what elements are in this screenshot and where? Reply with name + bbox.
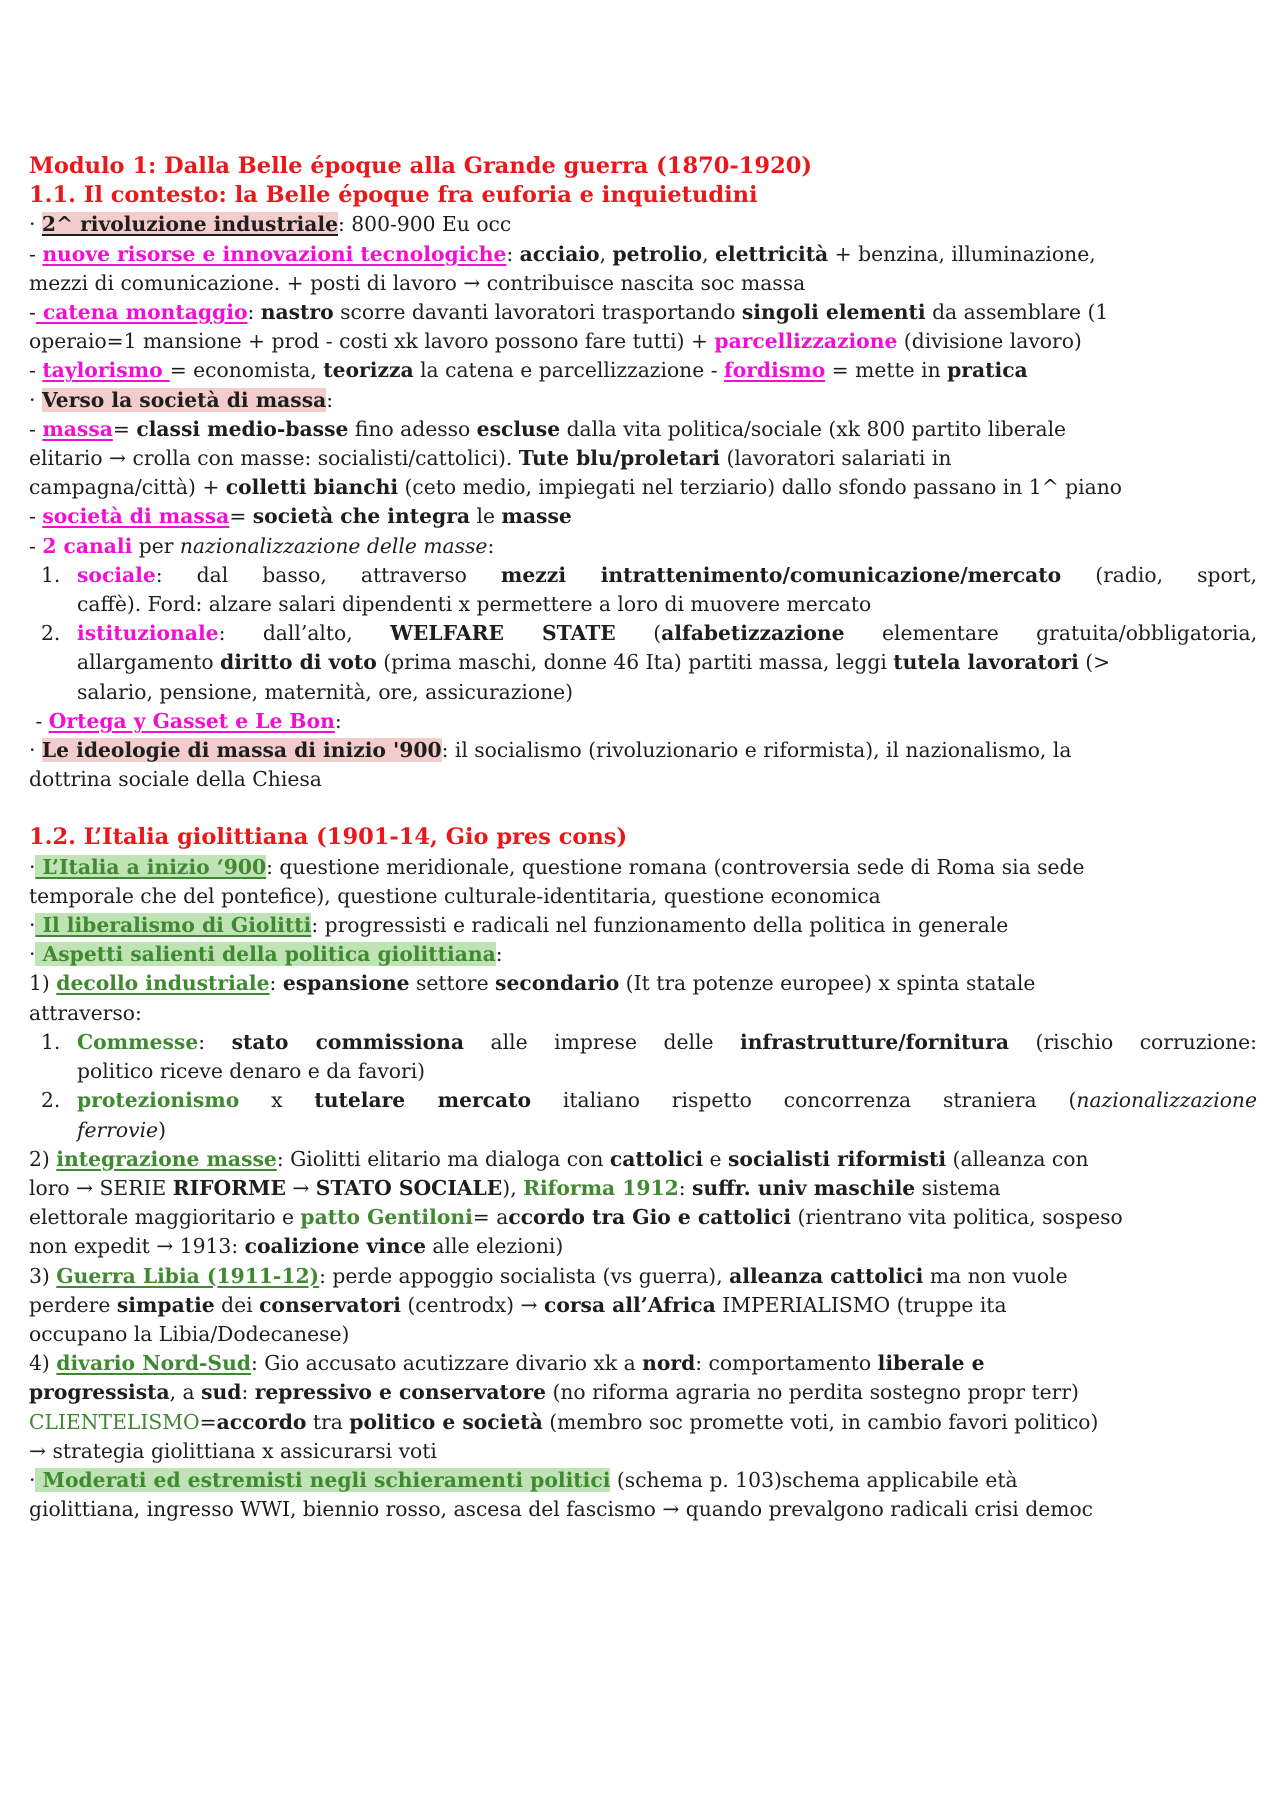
list-item-commesse: 1. Commesse: stato commissiona alle imprese delle infrastrutture/fornitura (rischio corruzione: politico riceve denaro e da favori): [41, 1029, 1257, 1084]
list-item-sociale: 1. sociale: dal basso, attraverso mezzi intrattenimento/comunicazione/mercato (radio, sport, caffè). Ford: alzare salari dipendenti x permettere a loro di muovere mercato: [41, 562, 1257, 617]
section-1-2-title: 1.2. L’Italia giolittiana (1901-14, Gio pres cons): [29, 824, 628, 851]
keyword-riforma-1912: Riforma 1912: [523, 1175, 679, 1200]
keyword-ortega-le-bon: Ortega y Gasset e Le Bon: [48, 708, 335, 733]
keyword-protezionismo: protezionismo: [77, 1088, 240, 1113]
heading-aspetti-salienti: Aspetti salienti della politica giolittiana: [35, 942, 496, 967]
section-1-1-title: 1.1. Il contesto: la Belle époque fra euforia e inquietudini: [29, 182, 758, 209]
document-page: [29, 152, 1257, 1524]
para-guerra-libia: 3) Guerra Libia (1911-12): perde appoggio socialista (vs guerra), alleanza cattolici ma non vuole perdere simpatie dei conservatori (centrodx) → corsa all’Africa IMPERIALISMO (truppe ita occupano la Libia/Dodecanese): [29, 1263, 1068, 1346]
keyword-patto-gentiloni: patto Gentiloni: [300, 1205, 473, 1230]
keyword-massa: massa: [42, 416, 113, 441]
para-divario: 4) divario Nord-Sud: Gio accusato acutizzare divario xk a nord: comportamento liberale e progressista, a sud: repressivo e conservatore (no riforma agraria no perdita sostegno propr terr) CLIENTELISMO=accordo tra politico e società (membro soc promette voti, in cambio favori politico) → strategia giolittiana x assicurarsi voti: [29, 1351, 1099, 1463]
keyword-parcellizzazione: parcellizzazione: [714, 329, 898, 354]
keyword-clientelismo: CLIENTELISMO: [29, 1409, 200, 1434]
heading-rivoluzione-industriale: 2^ rivoluzione industriale: [41, 212, 338, 237]
line-aspetti: · Aspetti salienti della politica giolittiana:: [29, 942, 503, 967]
para-risorse: - nuove risorse e innovazioni tecnologiche: acciaio, petrolio, elettricità + benzina, illuminazione, mezzi di comunicazione. + posti di lavoro → contribuisce nascita soc massa: [29, 241, 1096, 295]
keyword-2-canali: 2 canali: [42, 533, 133, 558]
keyword-istituzionale: istituzionale: [77, 621, 219, 646]
keyword-fordismo: fordismo: [724, 358, 826, 383]
line-rivoluzione: · 2^ rivoluzione industriale: 800-900 Eu occ: [29, 212, 512, 237]
line-liberalismo: · Il liberalismo di Giolitti: progressisti e radicali nel funzionamento della politica in generale: [29, 913, 1009, 938]
heading-moderati-estremisti: Moderati ed estremisti negli schieramenti politici: [35, 1467, 611, 1492]
keyword-nuove-risorse: nuove risorse e innovazioni tecnologiche: [42, 241, 507, 266]
keyword-integrazione-masse: integrazione masse: [56, 1146, 277, 1171]
para-italia-inizio: · L’Italia a inizio ‘900: questione meridionale, questione romana (controversia sede di Roma sia sede temporale che del pontefice), questione culturale-identitaria, questione economica: [29, 854, 1085, 908]
heading-liberalismo-giolitti: Il liberalismo di Giolitti: [35, 913, 312, 938]
list-item-istituzionale: 2. istituzionale: dall’alto, WELFARE STATE (alfabetizzazione elementare gratuita/obbligatoria, allargamento diritto di voto (prima maschi, donne 46 Ita) partiti massa, leggi tutela lavoratori (> salario, pensione, maternità, ore, assicurazione): [41, 621, 1258, 704]
para-massa: - massa= classi medio-basse fino adesso escluse dalla vita politica/sociale (xk 800 partito liberale elitario → crolla con masse: socialisti/cattolici). Tute blu/proletari (lavoratori salariati in campagna/città) + colletti bianchi (ceto medio, impiegati nel terziario) dallo sfondo passano in 1^ piano: [29, 416, 1122, 500]
keyword-commesse: Commesse: [77, 1029, 199, 1054]
keyword-decollo-industriale: decollo industriale: [56, 971, 270, 996]
heading-ideologie-massa: Le ideologie di massa di inizio '900: [41, 738, 442, 763]
para-integrazione: 2) integrazione masse: Giolitti elitario ma dialoga con cattolici e socialisti riformisti (alleanza con loro → SERIE RIFORME → STATO SOCIALE), Riforma 1912: suffr. univ maschile sistema elettorale maggioritario e patto Gentiloni= accordo tra Gio e cattolici (rientrano vita politica, sospeso non expedit → 1913: coalizione vince alle elezioni): [29, 1146, 1123, 1259]
keyword-catena-montaggio: catena montaggio: [35, 300, 248, 325]
keyword-guerra-libia: Guerra Libia (1911-12): [56, 1263, 320, 1288]
heading-verso-societa-massa: Verso la società di massa: [41, 387, 327, 412]
line-ortega: - Ortega y Gasset e Le Bon:: [29, 708, 342, 733]
line-societa-di-massa: - società di massa= società che integra le masse: [29, 504, 572, 529]
line-2-canali: - 2 canali per nazionalizzazione delle masse:: [29, 533, 495, 558]
para-moderati: · Moderati ed estremisti negli schieramenti politici (schema p. 103)schema applicabile età giolittiana, ingresso WWI, biennio rosso, ascesa del fascismo → quando prevalgono radicali crisi democ: [29, 1467, 1094, 1522]
para-ideologie: · Le ideologie di massa di inizio '900: il socialismo (rivoluzionario e riformista), il nazionalismo, la dottrina sociale della Chiesa: [29, 738, 1072, 792]
line-taylorismo: - taylorismo = economista, teorizza la catena e parcellizzazione - fordismo = mette in pratica: [29, 358, 1028, 383]
line-verso: · Verso la società di massa:: [29, 387, 334, 412]
list-item-protezionismo: 2. protezionismo x tutelare mercato italiano rispetto concorrenza straniera (nazionalizzazione ferrovie): [41, 1088, 1257, 1142]
para-decollo: 1) decollo industriale: espansione settore secondario (It tra potenze europee) x spinta statale attraverso:: [29, 971, 1036, 1025]
heading-italia-inizio-900: L’Italia a inizio ‘900: [35, 854, 267, 879]
module-title: Modulo 1: Dalla Belle époque alla Grande guerra (1870-1920): [29, 153, 813, 179]
keyword-sociale: sociale: [77, 562, 156, 587]
keyword-divario-nord-sud: divario Nord-Sud: [56, 1351, 251, 1376]
keyword-taylorismo: taylorismo: [42, 358, 170, 383]
para-catena: - catena montaggio: nastro scorre davanti lavoratori trasportando singoli elementi da assemblare (1 operaio=1 mansione + prod - costi xk lavoro possono fare tutti) + parcellizzazione (divisione lavoro): [29, 300, 1109, 354]
keyword-societa-di-massa: società di massa: [42, 504, 230, 529]
